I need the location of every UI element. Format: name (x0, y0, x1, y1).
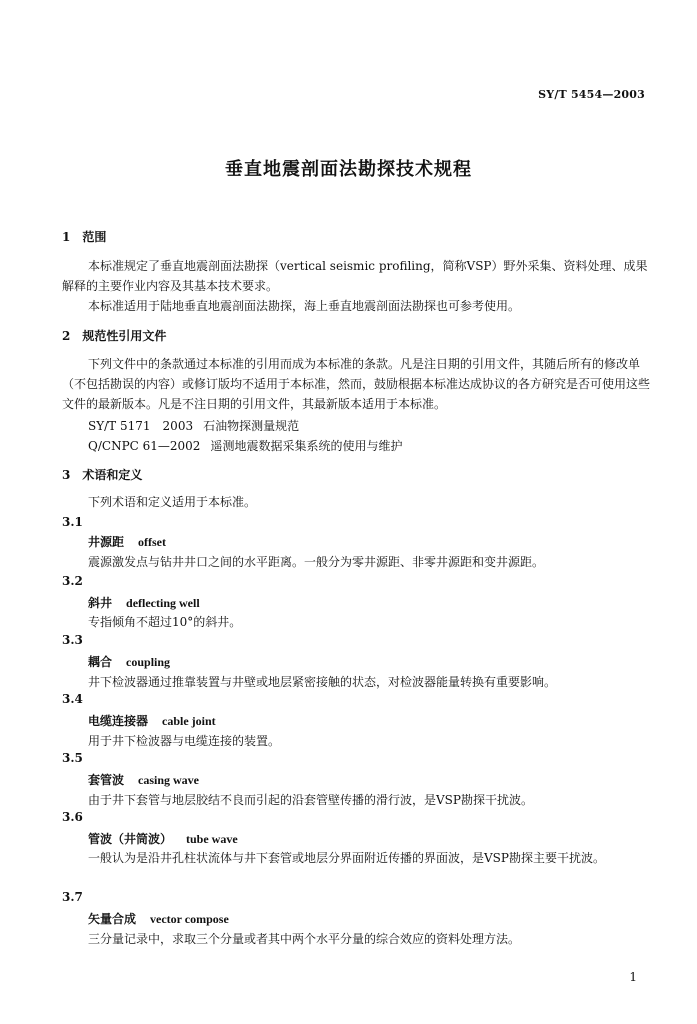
reference-code: Q/CNPC 61—2002 (88, 439, 201, 453)
term-name (88, 712, 216, 729)
term-name (88, 771, 199, 788)
term-name-en: vector compose (150, 912, 229, 926)
term-name (88, 830, 238, 847)
term-name-zh: 电缆连接器 (88, 714, 149, 728)
term-name-zh: 耦合 (88, 655, 113, 669)
term-name-zh: 管波（井筒波） (88, 832, 173, 846)
term-definition: 专指倾角不超过10°的斜井。 (88, 615, 242, 629)
term-name-en: deflecting well (126, 596, 200, 610)
term-name-en: casing wave (138, 773, 200, 787)
reference-item (88, 437, 402, 454)
term-number: 3.3 (62, 633, 83, 647)
term-number: 3.2 (62, 574, 83, 588)
section-3-heading: 3 术语和定义 (62, 468, 143, 482)
term-name (88, 653, 170, 670)
term-name-zh: 套管波 (88, 773, 125, 787)
reference-item (88, 417, 299, 434)
term-definition: 震源激发点与钻井井口之间的水平距离。一般分为零井源距、非零井源距和变井源距。 (88, 555, 545, 569)
term-name-en: tube wave (186, 832, 238, 846)
standard-code: SY/T 5454—2003 (538, 88, 645, 101)
term-definition: 三分量记录中，求取三个分量或者其中两个水平分量的综合效应的资料处理方法。 (88, 932, 521, 946)
page-number: 1 (629, 970, 637, 984)
term-name (88, 594, 200, 611)
term-definition: 一般认为是沿井孔柱状流体与井下套管或地层分界面附近传播的界面波，是VSP勘探主要干扰波。 (88, 851, 605, 865)
term-name-zh: 斜井 (88, 596, 113, 610)
section-1-paragraph-1: 本标准规定了垂直地震剖面法勘探（vertical seismic profiling，简称VSP）野外采集、资料处理、成果解释的主要作业内容及其基本技术要求。 (62, 259, 648, 293)
term-name (88, 533, 166, 550)
section-1-heading: 1 范围 (62, 230, 107, 244)
section-3-intro: 下列术语和定义适用于本标准。 (88, 495, 257, 509)
term-name-zh: 矢量合成 (88, 912, 137, 926)
term-definition: 井下检波器通过推靠装置与井壁或地层紧密接触的状态，对检波器能量转换有重要影响。 (88, 675, 557, 689)
reference-name: 遥测地震数据采集系统的使用与维护 (210, 439, 403, 453)
term-definition: 由于井下套管与地层胶结不良而引起的沿套管壁传播的滑行波，是VSP勘探干扰波。 (88, 793, 533, 807)
term-name-en: cable joint (162, 714, 216, 728)
term-name (88, 910, 229, 927)
reference-code: SY/T 5171 2003 (88, 419, 194, 433)
term-name-zh: 井源距 (88, 535, 125, 549)
term-number: 3.6 (62, 810, 83, 824)
document-title: 垂直地震剖面法勘探技术规程 (225, 159, 472, 180)
reference-name: 石油物探测量规范 (203, 419, 300, 433)
term-number: 3.7 (62, 890, 83, 904)
term-definition: 用于井下检波器与电缆连接的装置。 (88, 734, 281, 748)
term-number: 3.4 (62, 692, 83, 706)
section-1-paragraph-2: 本标准适用于陆地垂直地震剖面法勘探，海上垂直地震剖面法勘探也可参考使用。 (88, 299, 521, 313)
term-number: 3.5 (62, 751, 83, 765)
section-2-heading: 2 规范性引用文件 (62, 329, 167, 343)
term-name-en: offset (138, 535, 166, 549)
term-name-en: coupling (126, 655, 171, 669)
term-number: 3.1 (62, 515, 83, 529)
section-2-paragraph: 下列文件中的条款通过本标准的引用而成为本标准的条款。凡是注日期的引用文件，其随后所有的修改单（不包括勘误的内容）或修订版均不适用于本标准，然而，鼓励根据本标准达成协议的各方研究是否可使用这些文件的最新版本。凡是不注日期的引用文件，其最新版本适用于本标准。 (62, 357, 651, 411)
